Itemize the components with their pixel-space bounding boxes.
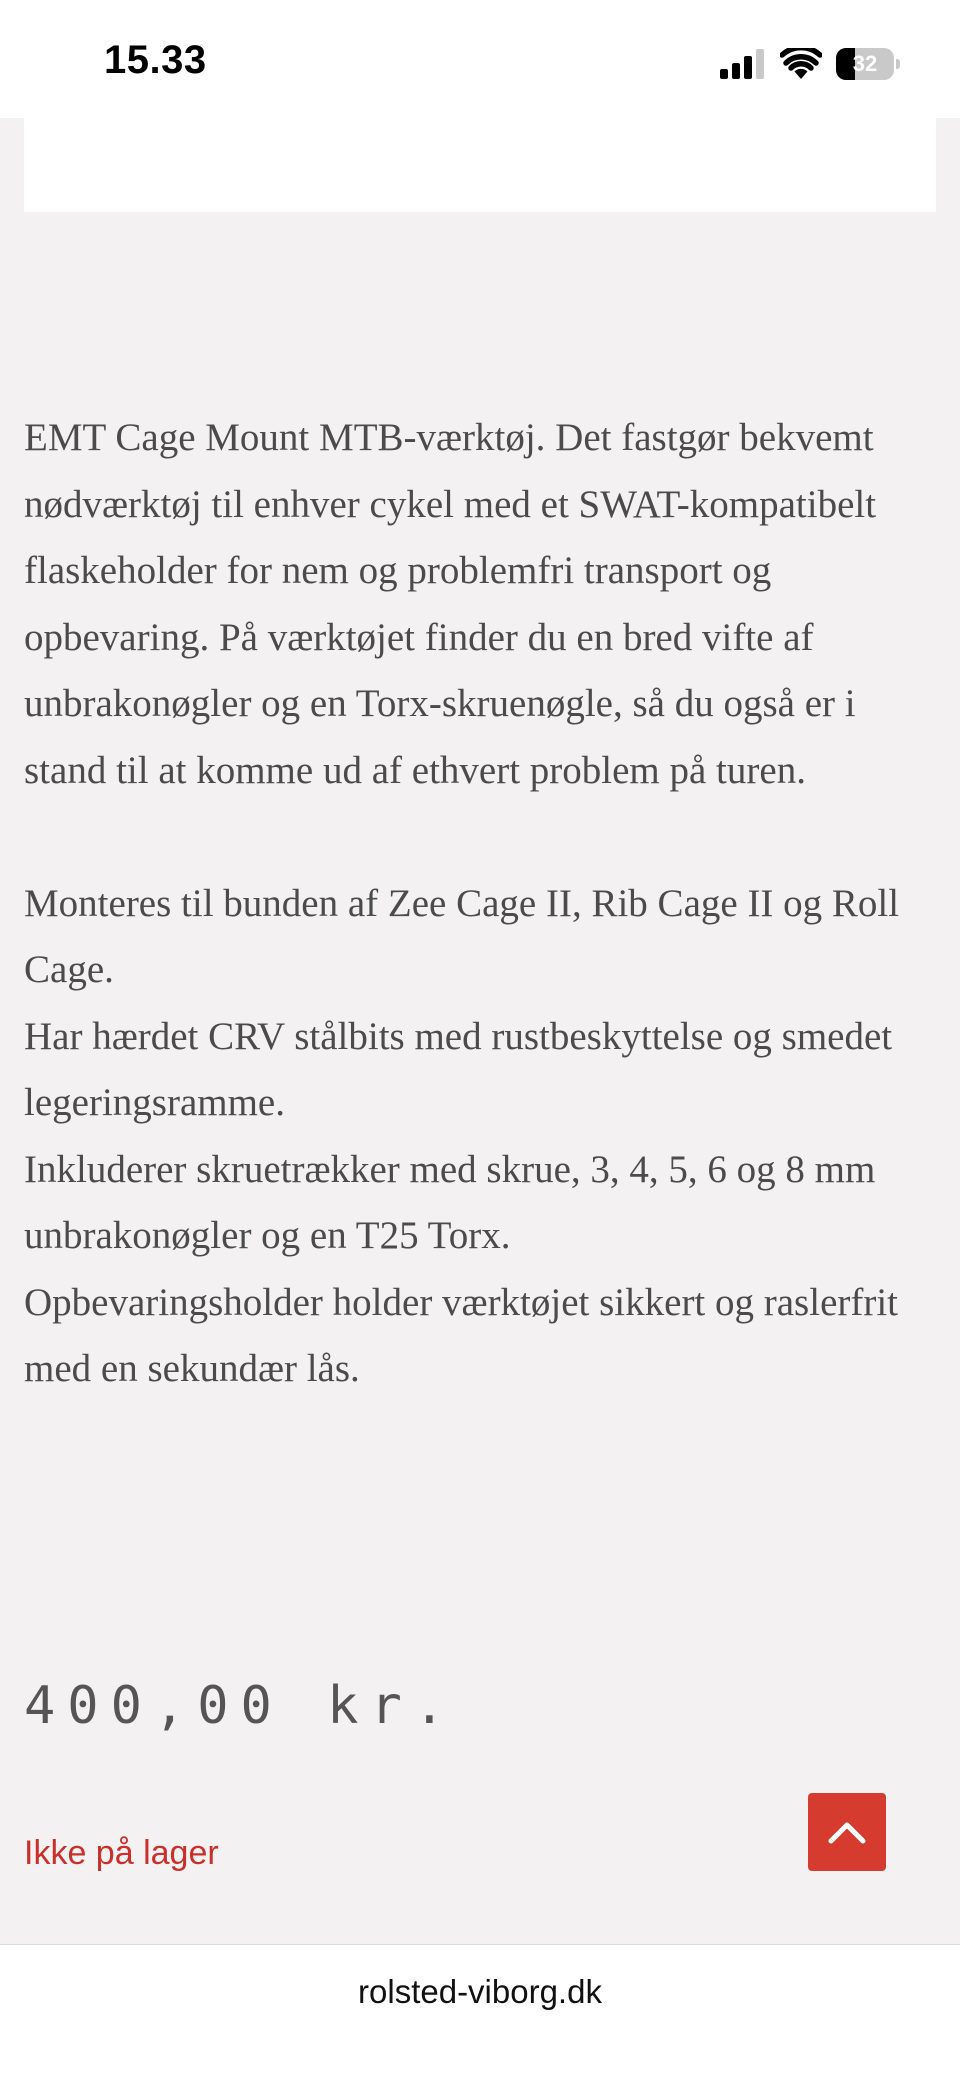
chevron-up-icon bbox=[827, 1819, 867, 1845]
stock-status: Ikke på lager bbox=[24, 1834, 219, 1872]
wifi-icon bbox=[780, 48, 822, 80]
scroll-to-top-button[interactable] bbox=[808, 1793, 886, 1871]
product-price: 400,00 kr. bbox=[24, 1676, 458, 1736]
feature-line-4: Opbevaringsholder holder værktøjet sikkert og raslerfrit med en sekundær lås. bbox=[24, 1280, 899, 1390]
battery-level: 32 bbox=[852, 51, 878, 76]
status-icons bbox=[720, 46, 900, 82]
cellular-signal-icon bbox=[720, 49, 766, 79]
feature-line-1: Monteres til bunden af Zee Cage II, Rib Cage II og Roll Cage. bbox=[24, 881, 900, 991]
browser-address-bar[interactable] bbox=[0, 1944, 960, 2079]
description-paragraph: EMT Cage Mount MTB-værktøj. Det fastgør bekvemt nødværktøj til enhver cykel med et SWAT-kompatibelt flaskeholder for nem og problemfri transport og opbevaring. På værktøjet finder du en bred vifte af unbrakonøgler og en Torx-skruenøgle, så du også er i stand til at komme ud af ethvert problem på turen. bbox=[24, 416, 877, 792]
feature-line-2: Har hærdet CRV stålbits med rustbeskyttelse og smedet legeringsramme. bbox=[24, 1014, 893, 1124]
url-text[interactable]: rolsted-viborg.dk bbox=[358, 1973, 602, 2010]
feature-line-3: Inkluderer skruetrækker med skrue, 3, 4, 5, 6 og 8 mm unbrakonøgler og en T25 Torx. bbox=[24, 1147, 876, 1257]
battery-icon bbox=[836, 48, 900, 80]
product-image-area bbox=[24, 118, 936, 212]
status-time: 15.33 bbox=[104, 38, 207, 82]
status-bar bbox=[0, 0, 960, 118]
product-description bbox=[24, 405, 936, 1403]
